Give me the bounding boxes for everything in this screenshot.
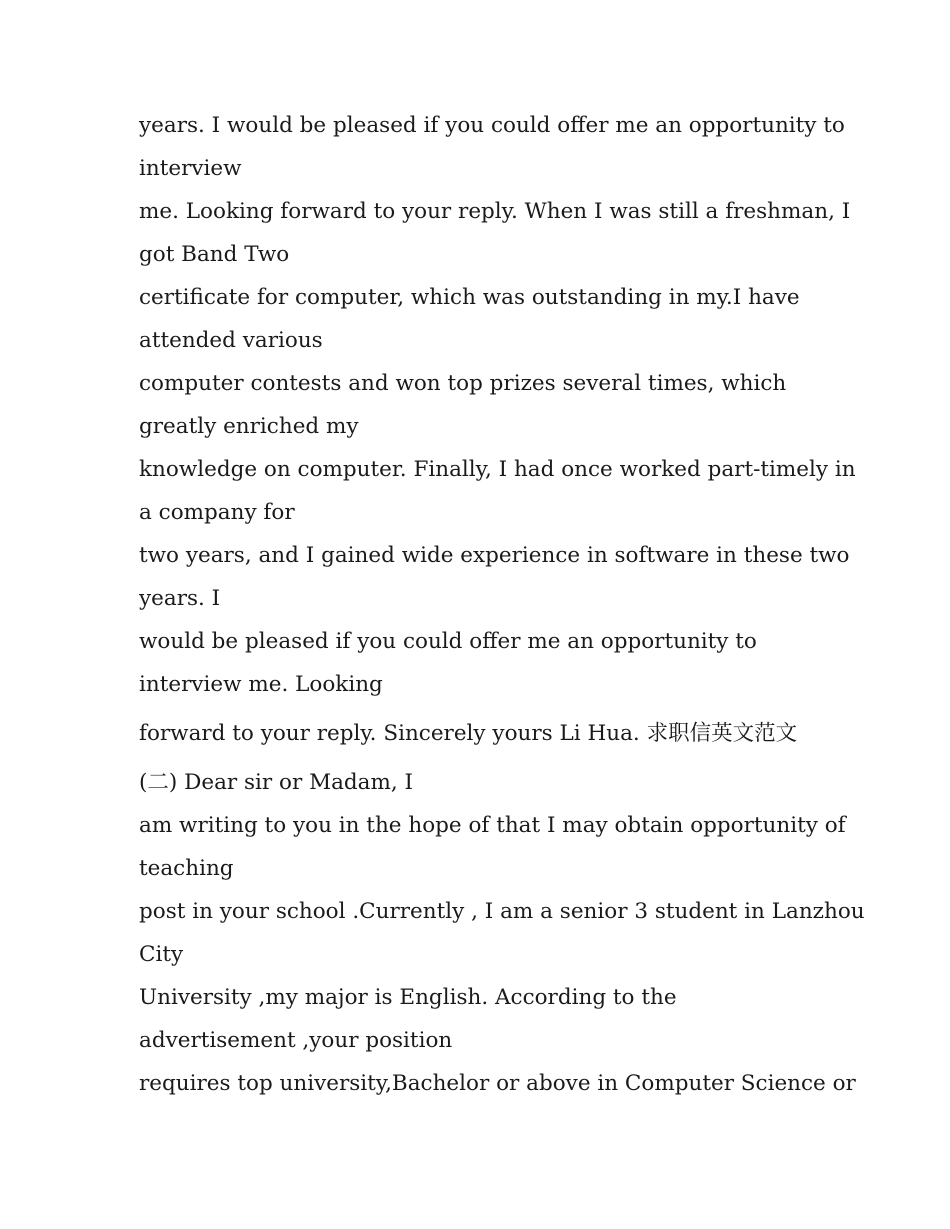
text-line: University ,my major is English. According to the [139, 985, 677, 1010]
text-line: two years, and I gained wide experience in software in these two [139, 543, 850, 568]
text-line: certificate for computer, which was outstanding in my.I have [139, 285, 800, 310]
text-line: teaching [139, 856, 234, 881]
text-line: computer contests and won top prizes several times, which [139, 371, 787, 396]
text-line: advertisement ,your position [139, 1028, 453, 1053]
text-line: requires top university,Bachelor or above in Computer Science or [139, 1071, 856, 1096]
document-page [139, 104, 865, 1105]
text-line: got Band Two [139, 242, 290, 267]
text-line: years. I [139, 586, 221, 611]
text-line: am writing to you in the hope of that I may obtain opportunity of [139, 813, 846, 838]
text-line: knowledge on computer. Finally, I had once worked part-timely in [139, 457, 856, 482]
text-line: forward to your reply. Sincerely yours Li Hua. 求职信英文范文 [139, 721, 798, 746]
text-line: would be pleased if you could offer me an opportunity to [139, 629, 757, 654]
section-heading-line: (二) Dear sir or Madam, I [139, 770, 414, 795]
text-line: years. I would be pleased if you could offer me an opportunity to [139, 113, 845, 138]
text-line: post in your school .Currently , I am a senior 3 student in Lanzhou [139, 899, 865, 924]
text-line: attended various [139, 328, 323, 353]
text-line: City [139, 942, 184, 967]
text-line: interview me. Looking [139, 672, 383, 697]
text-line: interview [139, 156, 242, 181]
text-line: a company for [139, 500, 295, 525]
text-line: greatly enriched my [139, 414, 359, 439]
text-line: me. Looking forward to your reply. When I was still a freshman, I [139, 199, 851, 224]
